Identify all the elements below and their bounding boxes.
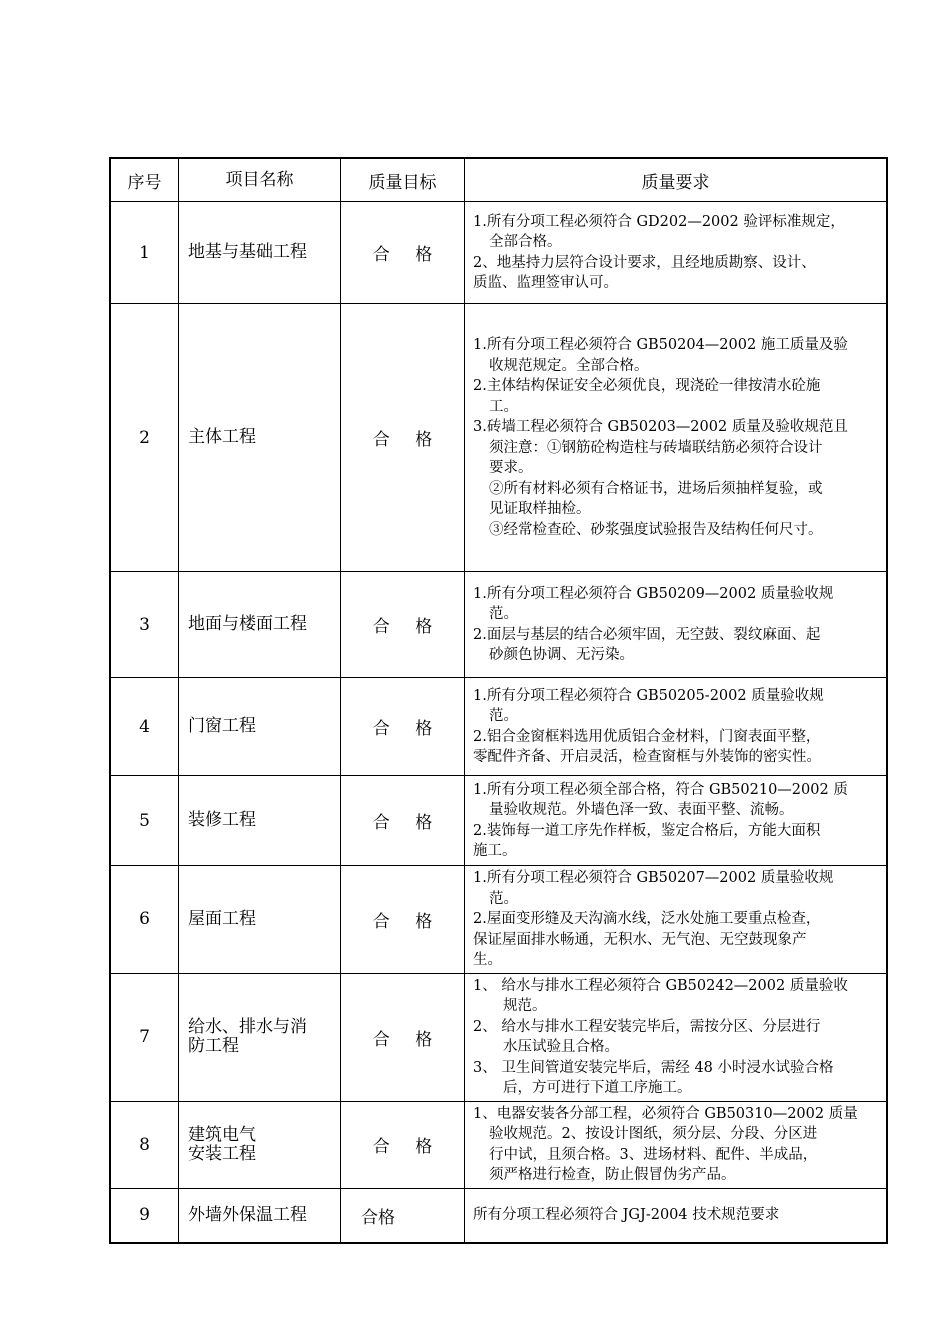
req-line: 工。 xyxy=(489,398,518,415)
req-line: 要求。 xyxy=(489,460,533,476)
req-line: 1、电器安装各分部工程，必须符合 GB50310—2002 质量 xyxy=(473,1105,858,1122)
row-name xyxy=(179,973,341,1101)
header-req: 质量要求 xyxy=(465,158,888,202)
row-goal: 合 格 xyxy=(372,719,443,739)
row-name-line: 安装工程 xyxy=(188,1143,256,1164)
row-no: 9 xyxy=(110,1188,179,1243)
row-no: 2 xyxy=(110,304,179,572)
row-name: 地面与楼面工程 xyxy=(179,572,341,678)
req-line: 水压试验且合格。 xyxy=(503,1039,619,1055)
row-no: 6 xyxy=(110,866,179,974)
req-line: 1.所有分项工程必须全部合格，符合 GB50210—2002 质 xyxy=(473,781,848,798)
req-line: 2、地基持力层符合设计要求，且经地质勘察、设计、 xyxy=(473,254,816,271)
req-line: 2.铝合金窗框料选用优质铝合金材料，门窗表面平整， xyxy=(473,728,821,745)
req-line: 2.面层与基层的结合必须牢固，无空鼓、裂纹麻面、起 xyxy=(473,626,821,643)
req-line: 全部合格。 xyxy=(489,234,562,250)
row-name: 外墙外保温工程 xyxy=(179,1188,341,1243)
row-no: 4 xyxy=(110,678,179,776)
req-line: 生。 xyxy=(473,952,502,968)
req-line: 量验收规范。外墙色泽一致、表面平整、流畅。 xyxy=(489,802,794,818)
row-no: 7 xyxy=(110,973,179,1101)
row-req xyxy=(465,304,888,572)
row-goal: 合 格 xyxy=(372,430,443,450)
req-line: 3、 卫生间管道安装完毕后，需经 48 小时浸水试验合格 xyxy=(473,1059,834,1076)
table-row xyxy=(110,1101,887,1188)
row-no: 1 xyxy=(110,202,179,304)
req-line: 后，方可进行下道工序施工。 xyxy=(503,1080,692,1096)
req-line: 施工。 xyxy=(473,843,517,859)
row-req xyxy=(465,866,888,974)
req-line: 1.所有分项工程必须符合 GB50205-2002 质量验收规 xyxy=(473,687,824,704)
table-row xyxy=(110,866,887,974)
row-no: 5 xyxy=(110,776,179,866)
req-line: 须注意：①钢筋砼构造柱与砖墙联结筋必须符合设计 xyxy=(489,439,823,456)
req-line: 所有分项工程必须符合 JGJ-2004 技术规范要求 xyxy=(473,1207,780,1223)
req-line: 2.屋面变形缝及天沟滴水线，泛水处施工要重点检查， xyxy=(473,911,821,927)
row-no: 8 xyxy=(110,1101,179,1188)
row-name: 屋面工程 xyxy=(179,866,341,974)
row-goal: 合 格 xyxy=(372,813,443,833)
row-no: 3 xyxy=(110,572,179,678)
req-line: 3.砖墙工程必须符合 GB50203—2002 质量及验收规范且 xyxy=(473,419,848,435)
table-row xyxy=(110,202,887,304)
table-row xyxy=(110,776,887,866)
header-goal: 质量目标 xyxy=(341,158,465,202)
table-row xyxy=(110,572,887,678)
header-name: 项目名称 xyxy=(179,158,341,202)
row-req xyxy=(465,678,888,776)
req-line: 须严格进行检查，防止假冒伪劣产品。 xyxy=(489,1167,736,1183)
row-name: 主体工程 xyxy=(179,304,341,572)
req-line: ③经常检查砼、砂浆强度试验报告及结构任何尺寸。 xyxy=(489,521,823,538)
row-req xyxy=(465,1188,888,1243)
row-req xyxy=(465,776,888,866)
row-name-line: 建筑电气 xyxy=(188,1124,256,1145)
req-line: 范。 xyxy=(489,606,518,622)
req-line: 2.主体结构保证安全必须优良，现浇砼一律按清水砼施 xyxy=(473,378,821,394)
req-line: 零配件齐备、开启灵活，检查窗框与外装饰的密实性。 xyxy=(473,749,821,765)
req-line: 1.所有分项工程必须符合 GB50204—2002 施工质量及验 xyxy=(473,337,848,353)
table-row xyxy=(110,1188,887,1243)
req-line: 规范。 xyxy=(503,998,547,1014)
req-line: 行中试，且须合格。3、进场材料、配件、半成品， xyxy=(489,1146,818,1163)
row-name-line: 给水、排水与消 xyxy=(188,1017,307,1037)
req-line: 保证屋面排水畅通，无积水、无气泡、无空鼓现象产 xyxy=(473,931,807,948)
header-no: 序号 xyxy=(110,158,179,202)
table-row xyxy=(110,304,887,572)
row-name-line: 防工程 xyxy=(188,1036,239,1056)
row-goal: 合 格 xyxy=(372,911,443,932)
req-line: 1、 给水与排水工程必须符合 GB50242—2002 质量验收 xyxy=(473,977,848,994)
row-name: 装修工程 xyxy=(179,776,341,866)
quality-table xyxy=(109,157,888,1244)
row-req xyxy=(465,1101,888,1188)
row-name: 门窗工程 xyxy=(179,678,341,776)
req-line: 1.所有分项工程必须符合 GB50209—2002 质量验收规 xyxy=(473,585,834,602)
row-req xyxy=(465,572,888,678)
row-goal: 合 格 xyxy=(372,1029,443,1050)
row-name xyxy=(179,1101,341,1188)
req-line: 1.所有分项工程必须符合 GB50207—2002 质量验收规 xyxy=(473,870,834,886)
table-header-row xyxy=(110,158,887,202)
req-line: ②所有材料必须有合格证书，进场后须抽样复验，或 xyxy=(489,480,823,497)
req-line: 2、 给水与排水工程安装完毕后，需按分区、分层进行 xyxy=(473,1018,821,1035)
req-line: 1.所有分项工程必须符合 GD202—2002 验评标准规定， xyxy=(473,213,845,230)
row-goal: 合 格 xyxy=(372,245,443,265)
row-goal: 合 格 xyxy=(372,617,443,637)
row-goal: 合格 xyxy=(341,1188,465,1243)
table-row xyxy=(110,973,887,1101)
req-line: 范。 xyxy=(489,890,518,907)
req-line: 质监、监理签审认可。 xyxy=(473,275,618,291)
row-req xyxy=(465,202,888,304)
req-line: 验收规范。2、按设计图纸，须分层、分段、分区进 xyxy=(489,1126,818,1142)
row-req xyxy=(465,973,888,1101)
req-line: 砂颜色协调、无污染。 xyxy=(489,647,634,663)
req-line: 收规范规定。全部合格。 xyxy=(489,357,649,374)
req-line: 范。 xyxy=(489,708,518,724)
row-name: 地基与基础工程 xyxy=(179,202,341,304)
req-line: 见证取样抽检。 xyxy=(489,501,591,517)
table-row xyxy=(110,678,887,776)
req-line: 2.装饰每一道工序先作样板，鉴定合格后，方能大面积 xyxy=(473,822,821,839)
row-goal: 合 格 xyxy=(372,1137,443,1157)
